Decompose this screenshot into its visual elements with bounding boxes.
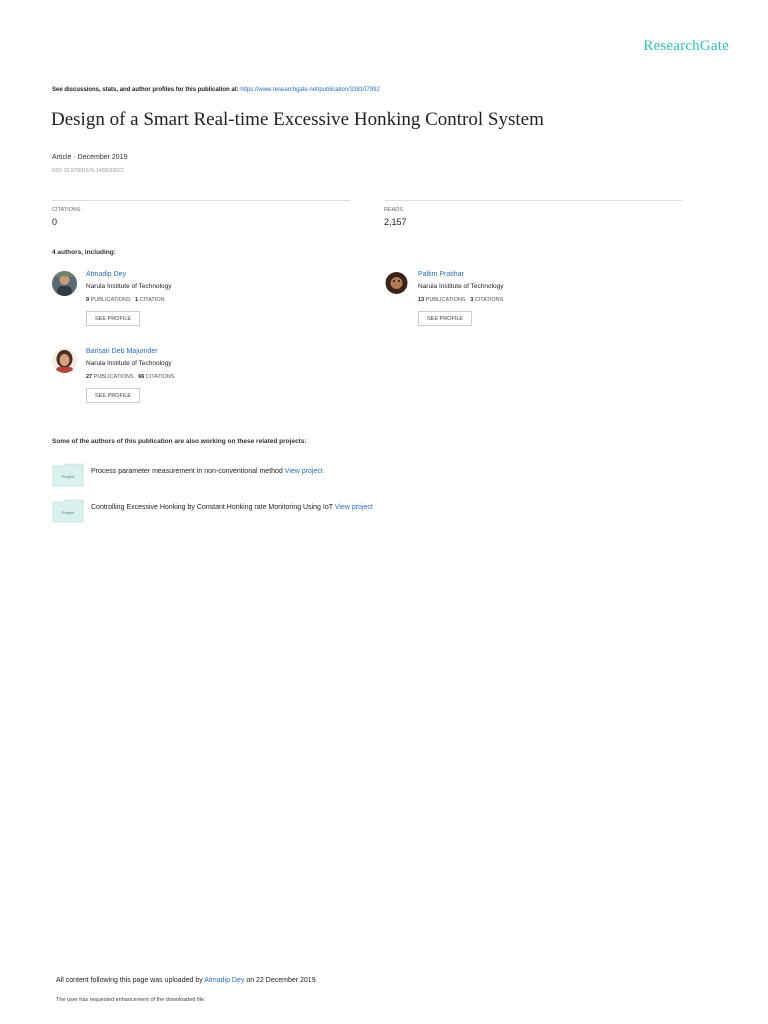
publications-label: PUBLICATIONS	[93, 374, 134, 380]
publications-count: 9	[86, 297, 90, 303]
related-projects-heading: Some of the authors of this publication are also working on these related projects:	[52, 438, 307, 445]
author-institution: Narula Institute of Technology	[86, 360, 172, 367]
project-badge: Project	[61, 474, 75, 479]
author-card	[52, 271, 352, 341]
see-profile-button[interactable]: SEE PROFILE	[418, 311, 472, 326]
publication-doi: DOI: 10.9790/1676-1406010022	[52, 168, 124, 174]
author-stats	[418, 297, 503, 303]
citations-label: CITATIONS	[52, 207, 81, 213]
citations-count: 1	[135, 297, 139, 303]
project-folder-icon	[52, 463, 84, 487]
citations-divider	[52, 200, 350, 201]
citations-label: CITATION	[139, 297, 165, 303]
publication-url-link[interactable]: https://www.researchgate.net/publication/338107992	[240, 87, 380, 93]
view-project-link[interactable]: View project	[284, 468, 323, 475]
uploader-link[interactable]: Atmadip Dey	[204, 977, 245, 984]
see-profile-button[interactable]: SEE PROFILE	[86, 388, 140, 403]
avatar[interactable]	[52, 348, 77, 373]
author-stats	[86, 374, 174, 380]
discussion-line	[52, 87, 380, 93]
reads-label: READS	[384, 207, 403, 213]
avatar[interactable]	[52, 271, 77, 296]
publication-title: Design of a Smart Real-time Excessive Honking Control System	[51, 109, 544, 130]
authors-heading: 4 authors, including:	[52, 249, 116, 256]
citations-label: CITATIONS	[474, 297, 504, 303]
upload-prefix: All content following this page was uploaded by	[56, 977, 203, 984]
project-title: Controlling Excessive Honking by Constant Honking rate Monitoring Using IoT	[91, 504, 333, 511]
citations-count: 66	[138, 374, 145, 380]
author-card	[384, 271, 684, 341]
author-name[interactable]: Bansari Deb Majumder	[86, 348, 158, 355]
author-name[interactable]: Atmadip Dey	[86, 271, 127, 278]
project-title: Process parameter measurement in non-conventional method	[91, 468, 283, 475]
author-card	[52, 348, 352, 418]
author-institution: Narula Institute of Technology	[418, 283, 504, 290]
upload-suffix: on 22 December 2019.	[246, 977, 318, 984]
view-project-link[interactable]: View project	[334, 504, 373, 511]
publications-count: 13	[418, 297, 425, 303]
see-profile-button[interactable]: SEE PROFILE	[86, 311, 140, 326]
discussion-prefix: See discussions, stats, and author profiles for this publication at:	[52, 87, 239, 93]
citations-count: 3	[470, 297, 474, 303]
project-item	[52, 463, 512, 488]
upload-note	[56, 977, 318, 984]
publications-label: PUBLICATIONS	[425, 297, 466, 303]
reads-value: 2,157	[384, 217, 407, 227]
citations-value: 0	[52, 217, 58, 227]
researchgate-logo[interactable]: ResearchGate	[643, 38, 729, 54]
author-name[interactable]: Paltim Pratihar	[418, 271, 464, 278]
publication-meta: Article · December 2019	[52, 154, 128, 161]
publications-count: 27	[86, 374, 93, 380]
project-text	[91, 504, 373, 511]
author-institution: Narula Institute of Technology	[86, 283, 172, 290]
project-folder-icon	[52, 499, 84, 523]
author-stats	[86, 297, 165, 303]
project-text	[91, 468, 323, 475]
project-item	[52, 499, 512, 524]
reads-divider	[384, 200, 683, 201]
publications-label: PUBLICATIONS	[90, 297, 131, 303]
enhancement-note: The user has requested enhancement of the downloaded file.	[56, 997, 206, 1003]
project-badge: Project	[61, 510, 75, 515]
avatar[interactable]	[384, 271, 409, 296]
citations-label: CITATIONS	[145, 374, 175, 380]
